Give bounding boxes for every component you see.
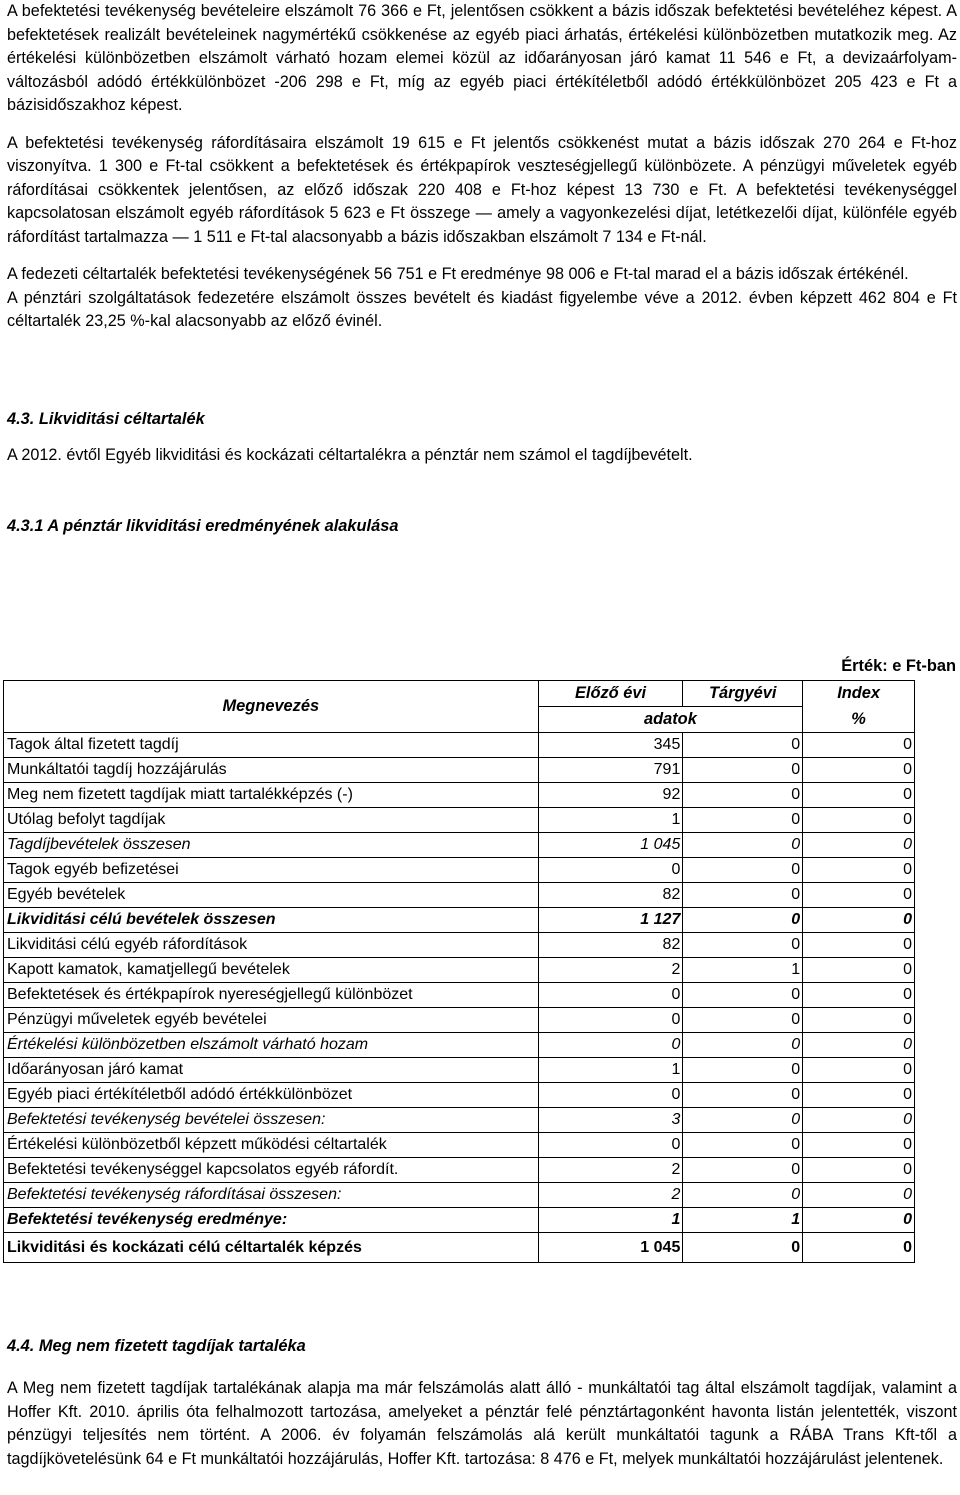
row-curr-value: 0 bbox=[683, 1058, 803, 1083]
row-index-value: 0 bbox=[803, 758, 915, 783]
row-label: Befektetések és értékpapírok nyereségjellegű különbözet bbox=[4, 983, 539, 1008]
row-curr-value: 0 bbox=[683, 1133, 803, 1158]
row-prev-value: 0 bbox=[538, 983, 683, 1008]
row-prev-value: 0 bbox=[538, 1033, 683, 1058]
header-curr: Tárgyévi bbox=[683, 681, 803, 707]
row-index-value: 0 bbox=[803, 1008, 915, 1033]
row-curr-value: 0 bbox=[683, 833, 803, 858]
row-label: Befektetési tevékenység ráfordításai összesen: bbox=[4, 1183, 539, 1208]
section-4-4 bbox=[7, 1335, 957, 1471]
row-label: Befektetési tevékenység bevételei összesen: bbox=[4, 1108, 539, 1133]
header-prev: Előző évi bbox=[538, 681, 683, 707]
row-curr-value: 1 bbox=[683, 958, 803, 983]
row-label: Egyéb bevételek bbox=[4, 883, 539, 908]
table-row bbox=[4, 958, 915, 983]
row-curr-value: 0 bbox=[683, 1008, 803, 1033]
row-prev-value: 2 bbox=[538, 1158, 683, 1183]
table-row bbox=[4, 833, 915, 858]
row-prev-value: 1 bbox=[538, 1208, 683, 1233]
row-index-value: 0 bbox=[803, 1208, 915, 1233]
row-index-value: 0 bbox=[803, 883, 915, 908]
header-index: Index bbox=[803, 681, 915, 707]
row-prev-value: 0 bbox=[538, 1008, 683, 1033]
table-row bbox=[4, 1183, 915, 1208]
table-row bbox=[4, 1033, 915, 1058]
row-index-value: 0 bbox=[803, 1108, 915, 1133]
row-curr-value: 0 bbox=[683, 983, 803, 1008]
row-curr-value: 0 bbox=[683, 858, 803, 883]
row-label: Likviditási és kockázati célú céltartalék képzés bbox=[4, 1233, 539, 1263]
row-index-value: 0 bbox=[803, 733, 915, 758]
row-prev-value: 0 bbox=[538, 858, 683, 883]
row-label: Tagok egyéb befizetései bbox=[4, 858, 539, 883]
row-index-value: 0 bbox=[803, 833, 915, 858]
row-index-value: 0 bbox=[803, 983, 915, 1008]
row-label: Likviditási célú bevételek összesen bbox=[4, 908, 539, 933]
row-curr-value: 0 bbox=[683, 808, 803, 833]
table-row bbox=[4, 783, 915, 808]
row-prev-value: 2 bbox=[538, 958, 683, 983]
row-index-value: 0 bbox=[803, 1133, 915, 1158]
row-label: Likviditási célú egyéb ráfordítások bbox=[4, 933, 539, 958]
row-curr-value: 0 bbox=[683, 883, 803, 908]
row-index-value: 0 bbox=[803, 908, 915, 933]
table-row bbox=[4, 1008, 915, 1033]
row-label: Kapott kamatok, kamatjellegű bevételek bbox=[4, 958, 539, 983]
row-curr-value: 1 bbox=[683, 1208, 803, 1233]
table-row bbox=[4, 758, 915, 783]
row-label: Egyéb piaci értékítéletből adódó értékkülönbözet bbox=[4, 1083, 539, 1108]
paragraph-service-reserve: A pénztári szolgáltatások fedezetére elszámolt összes bevételt és kiadást figyelembe véve a 2012. évben képzett 462 804 e Ft céltartalék 23,25 %-kal alacsonyabb az előző évinél. bbox=[7, 288, 957, 330]
row-curr-value: 0 bbox=[683, 733, 803, 758]
table-row bbox=[4, 1083, 915, 1108]
row-index-value: 0 bbox=[803, 808, 915, 833]
header-pct: % bbox=[803, 707, 915, 733]
row-label: Tagdíjbevételek összesen bbox=[4, 833, 539, 858]
section-4-3-text: A 2012. évtől Egyéb likviditási és kockázati céltartalékra a pénztár nem számol el tagdíjbevételt. bbox=[7, 445, 693, 464]
table-row bbox=[4, 883, 915, 908]
row-label: Tagok által fizetett tagdíj bbox=[4, 733, 539, 758]
section-4-4-heading: 4.4. Meg nem fizetett tagdíjak tartaléka bbox=[7, 1337, 306, 1355]
row-index-value: 0 bbox=[803, 783, 915, 808]
row-curr-value: 0 bbox=[683, 1108, 803, 1133]
section-4-3-heading: 4.3. Likviditási céltartalék bbox=[7, 409, 205, 428]
row-prev-value: 82 bbox=[538, 933, 683, 958]
row-index-value: 0 bbox=[803, 1058, 915, 1083]
table-row bbox=[4, 1208, 915, 1233]
row-curr-value: 0 bbox=[683, 1033, 803, 1058]
row-curr-value: 0 bbox=[683, 783, 803, 808]
section-4-3-1-heading: 4.3.1 A pénztár likviditási eredményének alakulása bbox=[7, 517, 399, 535]
header-name: Megnevezés bbox=[4, 681, 539, 733]
row-index-value: 0 bbox=[803, 858, 915, 883]
paragraph-hedge-reserve: A fedezeti céltartalék befektetési tevékenységének 56 751 e Ft eredménye 98 006 e Ft-tal marad el a bázis időszak értékénél. bbox=[7, 265, 909, 283]
row-label: Időarányosan járó kamat bbox=[4, 1058, 539, 1083]
row-label: Értékelési különbözetből képzett működési céltartalék bbox=[4, 1133, 539, 1158]
row-prev-value: 3 bbox=[538, 1108, 683, 1133]
table-row bbox=[4, 733, 915, 758]
document-page bbox=[7, 0, 957, 537]
row-index-value: 0 bbox=[803, 1233, 915, 1263]
row-prev-value: 791 bbox=[538, 758, 683, 783]
paragraph-investment-income: A befektetési tevékenység bevételeire elszámolt 76 366 e Ft, jelentősen csökkent a bázis időszak befektetési bevételéhez képest. A befektetések realizált bevételeinek nagymértékű csökkenése az egyéb piaci árhatás, értékelési különbözetben mutatkozik meg. Az értékelési különbözetben elszámolt várható hozam elemei közül az időarányosan járó kamat 11 546 e Ft, a devizaárfolyam-változásból adódó értékkülönbözet -206 298 e Ft, míg az egyéb piaci értékítéletből adódó értékkülönbözet 205 423 e Ft a bázisidőszakhoz képest. bbox=[7, 2, 957, 114]
liquidity-table bbox=[3, 680, 915, 1263]
table-row bbox=[4, 1108, 915, 1133]
row-index-value: 0 bbox=[803, 933, 915, 958]
table-row bbox=[4, 1233, 915, 1263]
row-label: Értékelési különbözetben elszámolt várható hozam bbox=[4, 1033, 539, 1058]
row-prev-value: 92 bbox=[538, 783, 683, 808]
row-label: Munkáltatói tagdíj hozzájárulás bbox=[4, 758, 539, 783]
row-label: Befektetési tevékenység eredménye: bbox=[4, 1208, 539, 1233]
row-label: Meg nem fizetett tagdíjak miatt tartalékképzés (-) bbox=[4, 783, 539, 808]
row-curr-value: 0 bbox=[683, 933, 803, 958]
section-4-4-text: A Meg nem fizetett tagdíjak tartalékának alapja ma már felszámolás alatt álló - munkáltatói tag által elszámolt tagdíjak, valamint a Hoffer Kft. 2010. április óta felhalmozott tartozása, amelyeket a pénztár felé pénztártagonként havonta listán jelentették, viszont pénzügyi teljesítés nem történt. A 2006. év folyamán felszámolás alá került munkáltatói tagunk a RÁBA Trans Kft-től a tagdíjkövetelésünk 64 e Ft munkáltatói hozzájárulás, Hoffer Kft. tartozása: 8 476 e Ft, melyek munkáltatói hozzájárulást jelentenek. bbox=[7, 1379, 957, 1468]
row-curr-value: 0 bbox=[683, 758, 803, 783]
row-prev-value: 82 bbox=[538, 883, 683, 908]
row-prev-value: 0 bbox=[538, 1083, 683, 1108]
table-row bbox=[4, 1058, 915, 1083]
paragraph-investment-expenses: A befektetési tevékenység ráfordításaira elszámolt 19 615 e Ft jelentős csökkenést mutat a bázis időszak 270 264 e Ft-hoz viszonyítva. 1 300 e Ft-tal csökkent a befektetések és értékpapírok veszteségjellegű különbözete. A pénzügyi műveletek egyéb ráfordításai csökkentek jelentősen, az előző időszak 220 408 e Ft-hoz képest 13 730 e Ft. A befektetési tevékenységgel kapcsolatosan elszámolt egyéb ráfordítások 5 623 e Ft összege — amely a vagyonkezelési díjat, letétkezelői díjat, különféle egyéb ráfordítást tartalmazza — 1 511 e Ft-tal alacsonyabb a bázis időszakban elszámolt 7 134 e Ft-nál. bbox=[7, 133, 957, 246]
row-prev-value: 1 127 bbox=[538, 908, 683, 933]
table-row bbox=[4, 1133, 915, 1158]
row-prev-value: 345 bbox=[538, 733, 683, 758]
row-index-value: 0 bbox=[803, 1083, 915, 1108]
row-curr-value: 0 bbox=[683, 1083, 803, 1108]
table-row bbox=[4, 908, 915, 933]
row-prev-value: 2 bbox=[538, 1183, 683, 1208]
row-curr-value: 0 bbox=[683, 1183, 803, 1208]
row-curr-value: 0 bbox=[683, 908, 803, 933]
table-row bbox=[4, 1158, 915, 1183]
row-curr-value: 0 bbox=[683, 1233, 803, 1263]
header-data: adatok bbox=[538, 707, 803, 733]
row-prev-value: 1 bbox=[538, 1058, 683, 1083]
row-prev-value: 1 045 bbox=[538, 833, 683, 858]
row-label: Utólag befolyt tagdíjak bbox=[4, 808, 539, 833]
row-label: Pénzügyi műveletek egyéb bevételei bbox=[4, 1008, 539, 1033]
row-curr-value: 0 bbox=[683, 1158, 803, 1183]
row-index-value: 0 bbox=[803, 958, 915, 983]
row-label: Befektetési tevékenységgel kapcsolatos egyéb ráfordít. bbox=[4, 1158, 539, 1183]
table-row bbox=[4, 933, 915, 958]
row-prev-value: 0 bbox=[538, 1133, 683, 1158]
row-prev-value: 1 bbox=[538, 808, 683, 833]
unit-label: Érték: e Ft-ban bbox=[841, 657, 956, 675]
row-index-value: 0 bbox=[803, 1183, 915, 1208]
table-row bbox=[4, 858, 915, 883]
table-row bbox=[4, 808, 915, 833]
table-row bbox=[4, 983, 915, 1008]
row-index-value: 0 bbox=[803, 1158, 915, 1183]
row-index-value: 0 bbox=[803, 1033, 915, 1058]
row-prev-value: 1 045 bbox=[538, 1233, 683, 1263]
